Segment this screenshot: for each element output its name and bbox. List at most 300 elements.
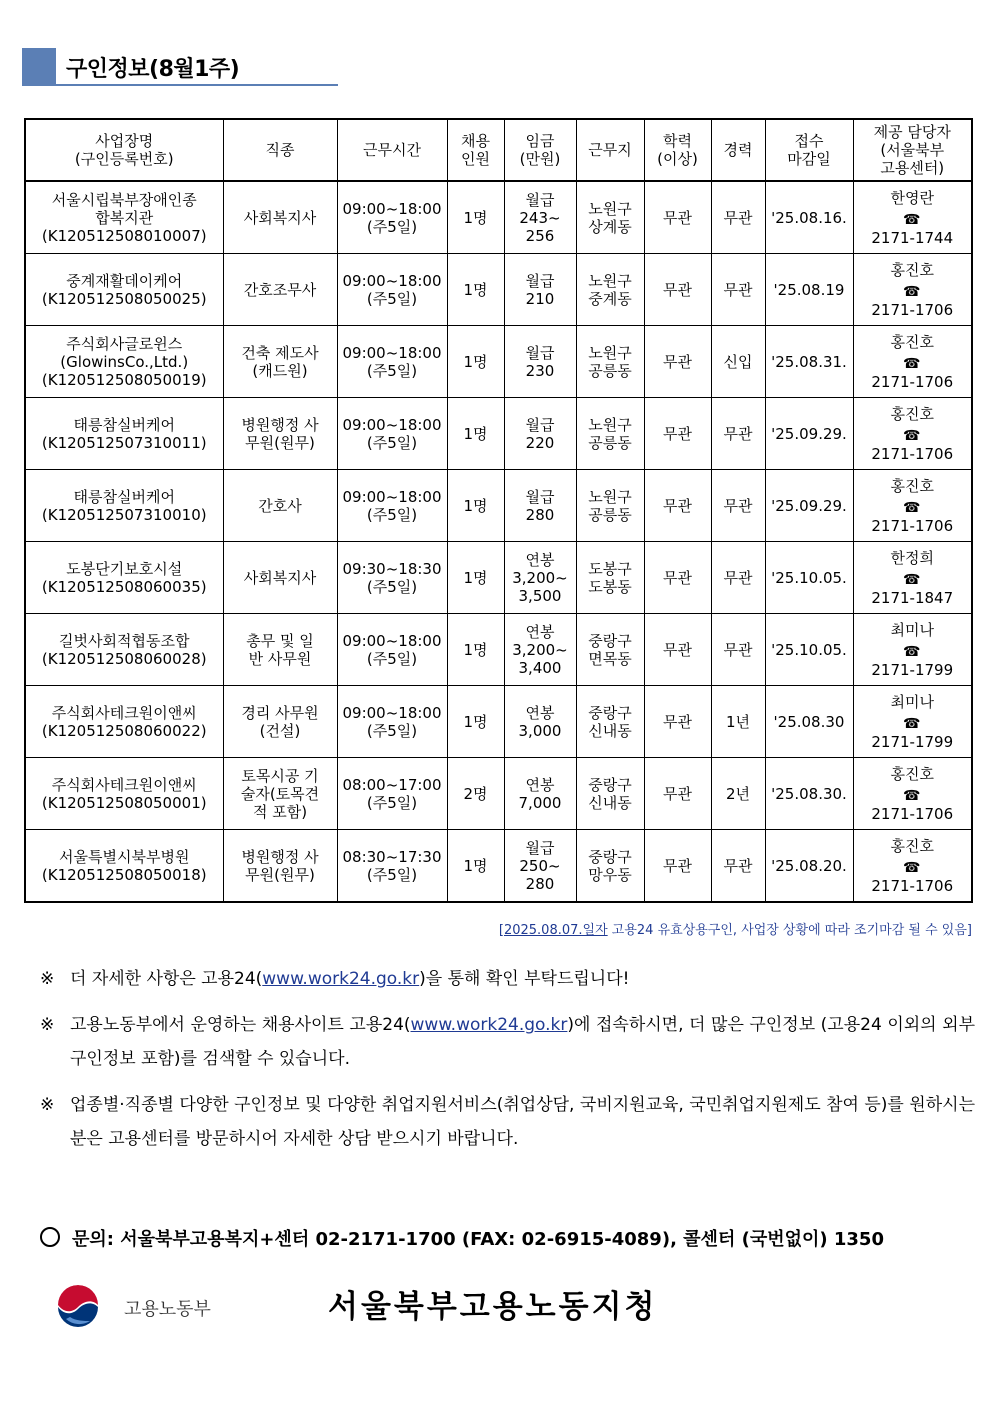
page-title: 구인정보(8월1주)	[66, 57, 240, 82]
contact-cell	[853, 614, 972, 686]
table-row	[25, 614, 972, 686]
hours-cell-line: (주5일)	[366, 505, 418, 524]
contact-phone	[857, 787, 969, 823]
company-cell-line: (K120512508060028)	[41, 649, 207, 668]
note-date: 2025.08.07.일자	[503, 923, 608, 938]
deadline-cell	[765, 181, 853, 254]
header-line: (구인등록번호)	[74, 150, 174, 168]
contact-cell	[853, 686, 972, 758]
page-title-bar	[22, 48, 338, 86]
hours-cell-line: 09:30~18:30	[342, 559, 442, 578]
place-cell-line: 공릉동	[588, 361, 632, 380]
experience-cell	[711, 326, 765, 398]
company-cell	[25, 181, 223, 254]
hours-cell	[337, 398, 447, 470]
table-note: [2025.08.07.일자 고용24 유효상용구인, 사업장 상황에 따라 조기마감 될 수 있음]	[498, 923, 972, 938]
company-cell-line: 도봉단기보호시설	[66, 559, 183, 578]
place-cell-line: 망우동	[588, 865, 632, 884]
phone-number: 2171-1706	[871, 372, 954, 391]
experience-cell-text: 무관	[723, 280, 753, 299]
hours-cell-line: 09:00~18:00	[342, 487, 442, 506]
count-cell-text: 1명	[463, 352, 488, 371]
count-cell	[447, 254, 504, 326]
company-cell-line: (K120512508060035)	[41, 577, 207, 596]
logo-text: 고용노동부	[124, 1299, 211, 1320]
column-header	[765, 119, 853, 181]
phone-icon: ☎	[903, 355, 921, 372]
government-emblem-icon	[56, 1285, 100, 1329]
company-cell-line: 태릉참실버케어	[73, 415, 175, 434]
contact-cell	[853, 326, 972, 398]
count-cell-text: 1명	[463, 496, 488, 515]
place-cell	[576, 758, 644, 830]
contact-cell	[853, 830, 972, 903]
phone-number: 2171-1706	[871, 804, 954, 823]
wage-cell-line: 3,000	[518, 721, 562, 740]
table-body	[25, 181, 972, 902]
wage-cell	[504, 326, 576, 398]
contact-phone	[857, 355, 969, 391]
wage-cell	[504, 254, 576, 326]
header-line: 사업장명	[95, 132, 154, 150]
hours-cell-line: 09:00~18:00	[342, 415, 442, 434]
job-cell-line: 토목시공 기	[241, 766, 319, 785]
table-header-row	[25, 119, 972, 181]
wage-cell	[504, 181, 576, 254]
hours-cell	[337, 830, 447, 903]
header-line: 직종	[265, 141, 295, 159]
office-name: 서울북부고용노동지청	[328, 1289, 658, 1325]
contact-cell	[853, 398, 972, 470]
education-cell	[644, 398, 711, 470]
header-line: (서울북부	[880, 141, 945, 159]
company-cell-line: (K120512508060022)	[41, 721, 207, 740]
place-cell	[576, 830, 644, 903]
place-cell-line: 노원구	[588, 487, 632, 506]
circle-bullet-icon	[40, 1227, 60, 1247]
company-cell-line: 주식회사글로윈스	[66, 334, 183, 353]
header-line: (만원)	[519, 150, 561, 168]
phone-icon: ☎	[903, 499, 921, 516]
phone-icon: ☎	[903, 571, 921, 588]
education-cell	[644, 614, 711, 686]
wage-cell-line: 연봉	[525, 622, 555, 641]
wage-cell-line: 3,200~	[512, 640, 568, 659]
hours-cell	[337, 326, 447, 398]
education-cell-text: 무관	[663, 208, 692, 227]
hours-cell	[337, 254, 447, 326]
contact-name: 한영란	[890, 188, 934, 207]
header-line: 제공 담당자	[873, 123, 951, 141]
count-cell	[447, 542, 504, 614]
column-header	[711, 119, 765, 181]
job-cell-line: 반 사무원	[248, 649, 312, 668]
count-cell	[447, 470, 504, 542]
education-cell-text: 무관	[663, 640, 692, 659]
hours-cell-line: (주5일)	[366, 433, 418, 452]
count-cell-text: 1명	[463, 568, 488, 587]
ministry-logo	[56, 1283, 246, 1331]
experience-cell-text: 무관	[723, 640, 753, 659]
wage-cell-line: 연봉	[525, 550, 555, 569]
wage-cell-line: 210	[525, 289, 555, 308]
phone-icon: ☎	[903, 859, 921, 876]
company-cell	[25, 830, 223, 903]
wage-cell-line: 월급	[525, 271, 555, 290]
contact-name: 홍진호	[890, 476, 934, 495]
bullet-text: 업종별·직종별 다양한 구인정보 및 다양한 취업지원서비스(취업상담, 국비지원교육, 국민취업지원제도 참여 등)를 원하시는 분은 고용센터를 방문하시어 자세한 상담 받으시기 바랍니다.	[70, 1095, 975, 1149]
contact-phone	[857, 643, 969, 679]
phone-number: 2171-1799	[871, 660, 954, 679]
job-cell-line: (건설)	[259, 721, 301, 740]
hours-cell-line: 08:30~17:30	[342, 847, 442, 866]
contact-name: 홍진호	[890, 260, 934, 279]
phone-number: 2171-1744	[871, 228, 954, 247]
wage-cell	[504, 398, 576, 470]
contact-text: 문의: 서울북부고용복지+센터 02-2171-1700 (FAX: 02-6915-4089), 콜센터 (국번없이) 1350	[72, 1229, 884, 1250]
hours-cell-line: (주5일)	[366, 577, 418, 596]
education-cell	[644, 470, 711, 542]
job-cell-line: 병원행정 사	[241, 415, 319, 434]
deadline-cell-text: '25.10.05.	[771, 568, 847, 587]
deadline-cell	[765, 542, 853, 614]
place-cell-line: 중랑구	[588, 631, 632, 650]
education-cell	[644, 181, 711, 254]
header-line: 학력	[663, 132, 692, 150]
company-cell-line: 서울시립북부장애인종	[51, 190, 197, 209]
deadline-cell-text: '25.10.05.	[771, 640, 847, 659]
hours-cell-line: (주5일)	[366, 289, 418, 308]
wage-cell-line: 256	[525, 226, 555, 245]
deadline-cell	[765, 326, 853, 398]
column-header	[853, 119, 972, 181]
job-cell	[223, 470, 337, 542]
company-cell-line: (K120512508010007)	[41, 226, 207, 245]
hours-cell-line: 08:00~17:00	[342, 775, 442, 794]
table-row	[25, 181, 972, 254]
education-cell-text: 무관	[663, 712, 692, 731]
job-cell-line: 사회복지사	[243, 208, 317, 227]
deadline-cell-text: '25.08.19	[773, 280, 845, 299]
education-cell	[644, 326, 711, 398]
bullet-item	[40, 1088, 975, 1156]
job-cell	[223, 181, 337, 254]
wage-cell-line: 220	[525, 433, 555, 452]
hours-cell-line: 09:00~18:00	[342, 199, 442, 218]
company-cell	[25, 758, 223, 830]
deadline-cell-text: '25.08.16.	[771, 208, 847, 227]
company-cell-line: (K120512508050019)	[41, 370, 207, 389]
company-cell-line: 서울특별시북부병원	[59, 847, 190, 866]
education-cell-text: 무관	[663, 496, 692, 515]
contact-cell	[853, 758, 972, 830]
place-cell	[576, 254, 644, 326]
contact-phone	[857, 715, 969, 751]
phone-number: 2171-1847	[871, 588, 954, 607]
wage-cell-line: 월급	[525, 838, 555, 857]
wage-cell-line: 250~	[519, 856, 561, 875]
count-cell-text: 1명	[463, 208, 488, 227]
wage-cell-line: 월급	[525, 190, 555, 209]
contact-phone	[857, 859, 969, 895]
contact-cell	[853, 181, 972, 254]
education-cell	[644, 830, 711, 903]
place-cell-line: 신내동	[588, 721, 632, 740]
phone-number: 2171-1706	[871, 516, 954, 535]
deadline-cell-text: '25.08.30	[773, 712, 845, 731]
header-line: (이상)	[657, 150, 698, 168]
job-cell-line: 간호조무사	[243, 280, 317, 299]
contact-cell	[853, 254, 972, 326]
count-cell-text: 1명	[463, 640, 488, 659]
contact-cell	[853, 470, 972, 542]
count-cell	[447, 758, 504, 830]
count-cell-text: 1명	[463, 856, 488, 875]
education-cell-text: 무관	[663, 568, 692, 587]
experience-cell-text: 무관	[723, 856, 753, 875]
company-cell-line: 길벗사회적협동조합	[59, 631, 190, 650]
work24-link[interactable]: www.work24.go.kr	[410, 1015, 568, 1035]
experience-cell	[711, 470, 765, 542]
header-line: 근무시간	[363, 141, 421, 159]
hours-cell	[337, 181, 447, 254]
company-cell	[25, 614, 223, 686]
place-cell-line: 면목동	[588, 649, 632, 668]
job-cell	[223, 614, 337, 686]
experience-cell	[711, 398, 765, 470]
hours-cell-line: 09:00~18:00	[342, 271, 442, 290]
job-cell	[223, 254, 337, 326]
company-cell-line: 주식회사테크원이앤씨	[51, 703, 197, 722]
company-cell	[25, 686, 223, 758]
place-cell	[576, 470, 644, 542]
job-cell	[223, 398, 337, 470]
wage-cell	[504, 686, 576, 758]
experience-cell-text: 2년	[725, 784, 751, 803]
phone-icon: ☎	[903, 787, 921, 804]
education-cell	[644, 254, 711, 326]
place-cell-line: 중랑구	[588, 775, 632, 794]
header-line: 경력	[723, 141, 753, 159]
title-square-icon	[22, 48, 56, 84]
bullet-item	[40, 1008, 975, 1076]
table-row	[25, 830, 972, 903]
experience-cell	[711, 254, 765, 326]
count-cell	[447, 398, 504, 470]
job-table	[24, 118, 973, 903]
experience-cell-text: 무관	[723, 496, 753, 515]
education-cell-text: 무관	[663, 424, 692, 443]
education-cell-text: 무관	[663, 784, 692, 803]
place-cell-line: 공릉동	[588, 433, 632, 452]
job-cell-line: 경리 사무원	[241, 703, 319, 722]
hours-cell	[337, 614, 447, 686]
deadline-cell	[765, 686, 853, 758]
wage-cell-line: 243~	[519, 208, 561, 227]
place-cell-line: 중랑구	[588, 847, 632, 866]
header-line: 임금	[525, 132, 555, 150]
place-cell-line: 노원구	[588, 199, 632, 218]
job-cell-line: 무원(원무)	[245, 433, 315, 452]
company-cell-line: 태릉참실버케어	[73, 487, 175, 506]
place-cell-line: 상계동	[588, 217, 632, 236]
wage-cell-line: 280	[525, 505, 555, 524]
contact-name: 홍진호	[890, 404, 934, 423]
wage-cell-line: 7,000	[518, 793, 562, 812]
company-cell-line: 주식회사테크원이앤씨	[51, 775, 197, 794]
table-row	[25, 470, 972, 542]
bullet-text: 고용노동부에서 운영하는 채용사이트 고용24(	[70, 1015, 411, 1035]
education-cell-text: 무관	[663, 352, 692, 371]
header-line: 채용	[461, 132, 490, 150]
deadline-cell-text: '25.08.31.	[771, 352, 847, 371]
job-cell	[223, 542, 337, 614]
wage-cell-line: 월급	[525, 343, 555, 362]
wage-cell-line: 3,200~	[512, 568, 568, 587]
column-header	[223, 119, 337, 181]
count-cell-text: 1명	[463, 424, 488, 443]
experience-cell-text: 무관	[723, 424, 753, 443]
bullet-item	[40, 962, 975, 996]
experience-cell	[711, 830, 765, 903]
deadline-cell-text: '25.09.29.	[771, 496, 847, 515]
place-cell-line: 도봉동	[588, 577, 632, 596]
contact-cell	[853, 542, 972, 614]
company-cell-line: (K120512507310010)	[41, 505, 207, 524]
company-cell	[25, 326, 223, 398]
phone-number: 2171-1706	[871, 876, 954, 895]
experience-cell	[711, 542, 765, 614]
experience-cell-text: 무관	[723, 208, 753, 227]
hours-cell-line: (주5일)	[366, 865, 418, 884]
hours-cell	[337, 686, 447, 758]
contact-name: 최미나	[890, 692, 934, 711]
hours-cell-line: (주5일)	[366, 793, 418, 812]
company-cell	[25, 398, 223, 470]
table-row	[25, 686, 972, 758]
hours-cell-line: (주5일)	[366, 721, 418, 740]
hours-cell-line: 09:00~18:00	[342, 703, 442, 722]
company-cell	[25, 254, 223, 326]
wage-cell	[504, 542, 576, 614]
place-cell	[576, 326, 644, 398]
education-cell	[644, 542, 711, 614]
table-row	[25, 254, 972, 326]
place-cell-line: 노원구	[588, 343, 632, 362]
hours-cell-line: 09:00~18:00	[342, 343, 442, 362]
table-row	[25, 758, 972, 830]
count-cell	[447, 686, 504, 758]
place-cell-line: 중랑구	[588, 703, 632, 722]
wage-cell	[504, 470, 576, 542]
wage-cell-line: 280	[525, 874, 555, 893]
job-cell-line: 병원행정 사	[241, 847, 319, 866]
phone-icon: ☎	[903, 283, 921, 300]
column-header	[576, 119, 644, 181]
place-cell	[576, 614, 644, 686]
place-cell	[576, 181, 644, 254]
experience-cell	[711, 758, 765, 830]
hours-cell	[337, 542, 447, 614]
work24-link[interactable]: www.work24.go.kr	[262, 969, 420, 989]
education-cell-text: 무관	[663, 856, 692, 875]
job-cell	[223, 830, 337, 903]
wage-cell-line: 3,400	[518, 658, 562, 677]
count-cell	[447, 830, 504, 903]
contact-name: 한정희	[890, 548, 934, 567]
bullet-text: )에 접속하시면, 더 많은 구인정보 (고용24 이외의 외부 구인정보 포함)를 검색할 수 있습니다.	[70, 1015, 975, 1069]
place-cell-line: 도봉구	[588, 559, 632, 578]
count-cell-text: 2명	[463, 784, 488, 803]
wage-cell-line: 연봉	[525, 703, 555, 722]
place-cell	[576, 398, 644, 470]
count-cell	[447, 614, 504, 686]
job-cell-line: 무원(원무)	[245, 865, 315, 884]
experience-cell-text: 1년	[725, 712, 751, 731]
experience-cell	[711, 614, 765, 686]
job-cell	[223, 686, 337, 758]
experience-cell	[711, 181, 765, 254]
company-cell	[25, 470, 223, 542]
info-bullets	[40, 962, 975, 1168]
company-cell-line: (GlowinsCo.,Ltd.)	[60, 352, 189, 371]
column-header	[337, 119, 447, 181]
wage-cell-line: 월급	[525, 415, 555, 434]
header-line: 마감일	[787, 150, 831, 168]
column-header	[644, 119, 711, 181]
table-row	[25, 398, 972, 470]
deadline-cell	[765, 614, 853, 686]
job-cell-line: 간호사	[258, 496, 302, 515]
hours-cell	[337, 470, 447, 542]
header-line: 인원	[461, 150, 490, 168]
wage-cell-line: 월급	[525, 487, 555, 506]
deadline-cell	[765, 470, 853, 542]
phone-number: 2171-1706	[871, 444, 954, 463]
job-cell	[223, 326, 337, 398]
count-cell-text: 1명	[463, 712, 488, 731]
place-cell-line: 공릉동	[588, 505, 632, 524]
deadline-cell	[765, 254, 853, 326]
wage-cell-line: 연봉	[525, 775, 555, 794]
bullet-text: )을 통해 확인 부탁드립니다!	[419, 969, 630, 989]
place-cell-line: 신내동	[588, 793, 632, 812]
education-cell-text: 무관	[663, 280, 692, 299]
note-text: 고용24 유효상용구인, 사업장 상황에 따라 조기마감 될 수 있음]	[607, 923, 972, 938]
phone-icon: ☎	[903, 211, 921, 228]
company-cell-line: (K120512508050025)	[41, 289, 207, 308]
contact-phone	[857, 571, 969, 607]
wage-cell	[504, 758, 576, 830]
deadline-cell-text: '25.09.29.	[771, 424, 847, 443]
phone-icon: ☎	[903, 427, 921, 444]
company-cell-line: 합복지관	[95, 208, 154, 227]
company-cell-line: 중계재활데이케어	[66, 271, 183, 290]
count-cell	[447, 181, 504, 254]
company-cell-line: (K120512508050018)	[41, 865, 207, 884]
job-cell-line: 적 포함)	[252, 802, 308, 821]
place-cell-line: 노원구	[588, 271, 632, 290]
company-cell-line: (K120512507310011)	[41, 433, 207, 452]
job-cell-line: 술자(토목견	[240, 784, 320, 803]
place-cell	[576, 686, 644, 758]
hours-cell-line: (주5일)	[366, 649, 418, 668]
contact-name: 홍진호	[890, 836, 934, 855]
reference-mark: ※	[40, 969, 55, 989]
count-cell-text: 1명	[463, 280, 488, 299]
deadline-cell-text: '25.08.30.	[771, 784, 847, 803]
wage-cell	[504, 830, 576, 903]
